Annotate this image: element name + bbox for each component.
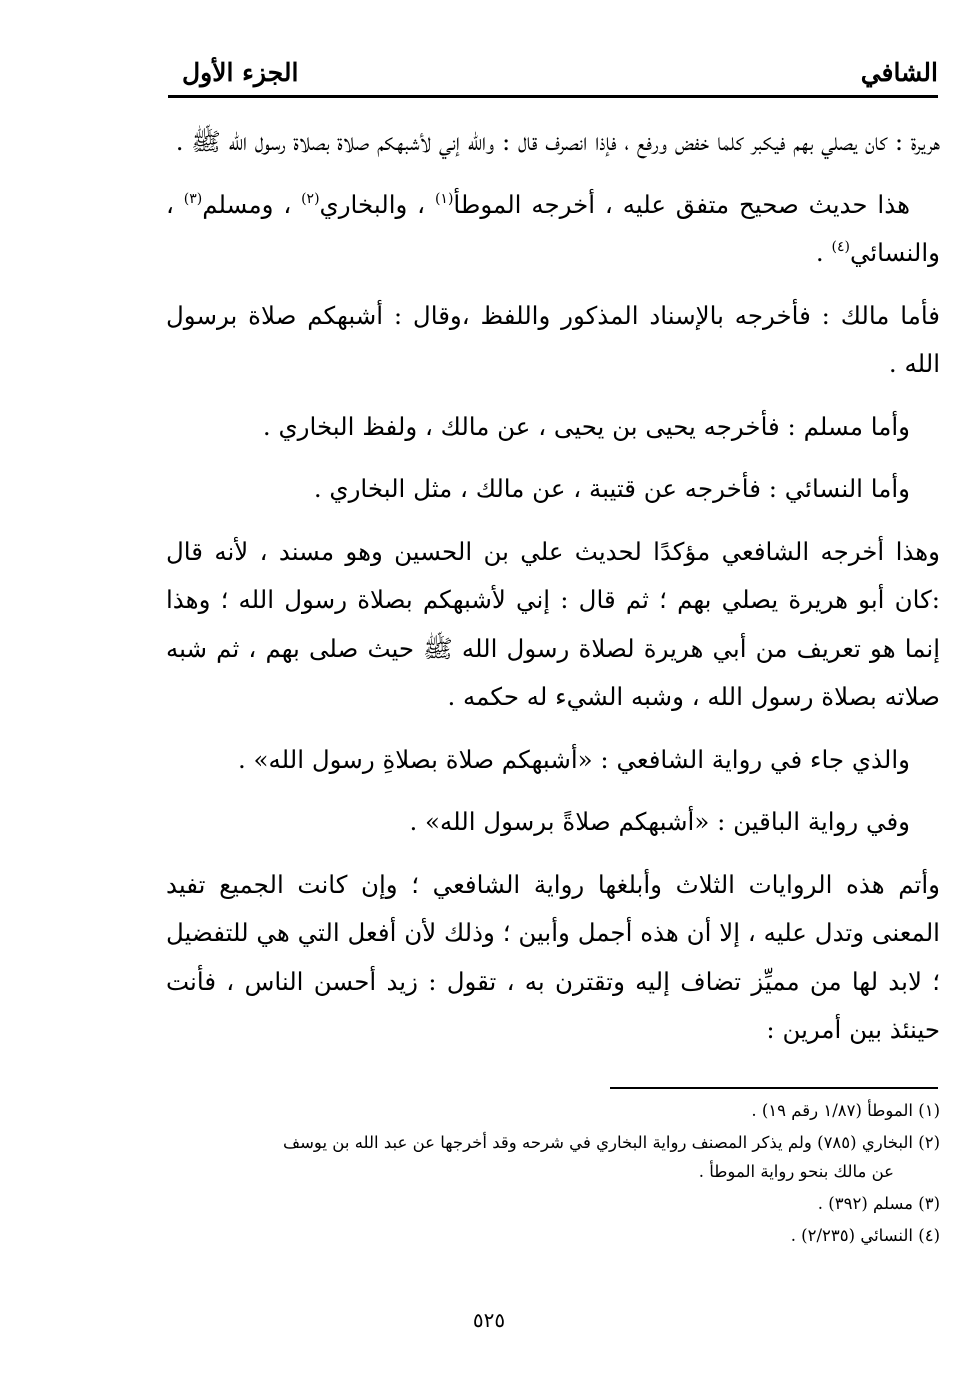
footnote-3: (٣) مسلم (٣٩٢) . [817, 1194, 940, 1213]
paragraph-6: وهذا أخرجه الشافعي مؤكدًا لحديث علي بن الحسين وهو مسند ، لأنه قال :كان أبو هريرة يصلي بهم ؛ ثم قال : إني لأشبهكم بصلاة رسول الله ؛ وهذا إنما هو تعريف من أبي هريرة لصلاة رسول الله ﷺ حيث صلى بهم ، ثم شبه صلاته بصلاة رسول الله ، وشبه الشيء له حكمه . [166, 536, 940, 711]
paragraph-3: فأما مالك : فأخرجه بالإسناد المذكور واللفظ ،وقال : أشبهكم صلاة برسول الله . [166, 300, 940, 378]
book-title: الشافي [860, 58, 938, 87]
footnote-ref-3: (٣) [183, 190, 203, 207]
paragraph-8: وفي رواية الباقين : «أشبهكم صلاةً برسول الله» . [409, 807, 910, 836]
footnote-1: (١) الموطأ (١/٨٧ رقم ١٩) . [751, 1101, 940, 1120]
running-header [168, 52, 938, 92]
footnote-ref-1: (١) [434, 190, 454, 207]
paragraph-1: هريرة : كان يصلي بهم فيكبر كلما خفض ورفع ، فإذا انصرف قال : والله إني لأشبهكم صلاة بصلاة رسول الله ﷺ . [175, 127, 940, 156]
footnotes [166, 1096, 940, 1253]
main-text [166, 118, 940, 1069]
volume-label: الجزء الأول [182, 58, 299, 87]
paragraph-5: وأما النسائي : فأخرجه عن قتيبة ، عن مالك ، مثل البخاري . [313, 474, 910, 503]
footnote-4: (٤) النسائي (٢/٢٣٥) . [790, 1226, 940, 1245]
header-rule [168, 95, 938, 98]
footnote-ref-4: (٤) [831, 239, 850, 255]
footnote-ref-2: (٢) [301, 190, 320, 207]
paragraph-9: وأتم هذه الروايات الثلاث وأبلغها رواية الشافعي ؛ وإن كانت الجميع تفيد المعنى وتدل عليه ، إلا أن هذه أجمل وأبين ؛ وذلك لأن أفعل التي هي للتفضيل ؛ لابد لها من مميِّز تضاف إليه وتقترن به ، تقول : زيد أحسن الناس ، فأنت حينئذ بين أمرين : [166, 869, 940, 1044]
paragraph-2: هذا حديث صحيح متفق عليه ، أخرجه الموطأ$^{(١)}$ ، والبخاري$^{(٢)}$ ، ومسلم$^{(٣)}$ ، والنسائي$^{(٤)}$ . [166, 189, 940, 267]
paragraph-7: والذي جاء في رواية الشافعي : «أشبهكم صلاة بصلاةِ رسول الله» . [237, 744, 910, 774]
footnote-rule [610, 1087, 938, 1089]
footnote-2-continuation: عن مالك بنحو رواية الموطأ . [698, 1162, 894, 1181]
page-number: ٥٢٥ [472, 1308, 506, 1332]
footnote-2: (٢) البخاري (٧٨٥) ولم يذكر المصنف رواية البخاري في شرحه وقد أخرجها عن عبد الله بن يوسف عن مالك بنحو رواية الموطأ . [166, 1128, 940, 1186]
paragraph-4: وأما مسلم : فأخرجه يحيى بن يحيى ، عن مالك ، ولفظ البخاري . [262, 411, 910, 441]
